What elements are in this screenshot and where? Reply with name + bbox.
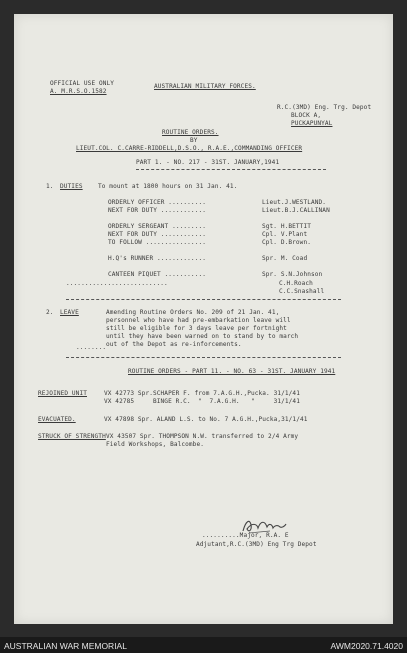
duty-role: H.Q's RUNNER ............. bbox=[108, 255, 206, 262]
entry-label-struck: STRUCK OF STRENGTH bbox=[38, 433, 106, 440]
orders-by: BY bbox=[190, 137, 198, 144]
duty-name: Sgt. H.BETTIT bbox=[262, 223, 311, 230]
leave-line: personnel who have had pre-embarkation leave will bbox=[106, 317, 291, 324]
duty-role: ORDERLY SERGEANT ......... bbox=[108, 223, 206, 230]
duty-name: C.C.Snashall bbox=[279, 288, 325, 295]
unit-line-3: PUCKAPUNYAL bbox=[291, 120, 333, 127]
part-two-heading: ROUTINE ORDERS - PART 11. - NO. 63 - 31ST. JANUARY 1941 bbox=[128, 368, 336, 375]
duty-name: C.H.Roach bbox=[279, 280, 313, 287]
divider bbox=[66, 299, 341, 300]
footer-right: AWM2020.71.4020 bbox=[330, 641, 403, 651]
official-use-line-2: A. M.R.S.O.1582 bbox=[50, 88, 107, 95]
leave-line: until they have been warned on to stand by to march bbox=[106, 333, 299, 340]
unit-line-2: BLOCK A, bbox=[291, 112, 322, 119]
duty-name: Spr. S.N.Johnson bbox=[262, 271, 323, 278]
duty-name: Lieut.J.WESTLAND. bbox=[262, 199, 327, 206]
duty-name: Lieut.B.J.CALLINAN bbox=[262, 207, 330, 214]
duties-heading: DUTIES bbox=[60, 183, 83, 190]
orders-title: ROUTINE ORDERS. bbox=[162, 129, 219, 136]
entry-line: VX 42773 Spr.SCHAPER F. from 7.A.G.H.,Pucka. 31/1/41 bbox=[104, 390, 300, 397]
duties-number: 1. bbox=[46, 183, 54, 190]
footer-left: AUSTRALIAN WAR MEMORIAL bbox=[4, 641, 127, 651]
leave-line: still be eligible for 3 days leave per fortnight bbox=[106, 325, 287, 332]
entry-line: VX 42785 BINGE R.C. " 7.A.G.H. " 31/1/41 bbox=[104, 398, 300, 405]
entry-label-rejoined: REJOINED UNIT bbox=[38, 390, 87, 397]
document-title: AUSTRALIAN MILITARY FORCES. bbox=[154, 83, 256, 90]
duty-role: NEXT FOR DUTY ............ bbox=[108, 231, 206, 238]
leave-line: out of the Depot as re-inforcements. bbox=[106, 341, 242, 348]
footer-bar bbox=[0, 637, 407, 653]
duties-intro: To mount at 1800 hours on 31 Jan. 41. bbox=[98, 183, 238, 190]
leave-line: Amending Routine Orders No. 209 of 21 Jan. 41, bbox=[106, 309, 280, 316]
leave-dots: ........ bbox=[76, 344, 107, 351]
signature-line-1: ..........Major, R.A. E bbox=[202, 532, 289, 539]
official-use-line-1: OFFICIAL USE ONLY bbox=[50, 80, 115, 87]
document-page bbox=[14, 14, 393, 624]
signature-line-2: Adjutant,R.C.(3MD) Eng Trg Depot bbox=[196, 541, 317, 548]
duty-role: TO FOLLOW ................ bbox=[108, 239, 206, 246]
leave-number: 2. bbox=[46, 309, 54, 316]
unit-line-1: R.C.(3MD) Eng. Trg. Depot bbox=[277, 104, 372, 111]
entry-line: Field Workshops, Balcombe. bbox=[106, 441, 204, 448]
duty-name: Cpl. D.Brown. bbox=[262, 239, 311, 246]
entry-line: VX 43507 Spr. THOMPSON N.W. transferred to 2/4 Army bbox=[106, 433, 299, 440]
commander-line: LIEUT.COL. C.CARRE-RIDDELL,D.S.O., R.A.E.,COMMANDING OFFICER bbox=[76, 145, 303, 152]
duty-role: ........................... bbox=[66, 280, 168, 287]
part-one-heading: PART 1. - NO. 217 - 31ST. JANUARY,1941 bbox=[136, 159, 280, 166]
divider bbox=[136, 169, 326, 170]
duty-name: Cpl. V.Plant bbox=[262, 231, 308, 238]
divider bbox=[66, 357, 341, 358]
entry-line: VX 47898 Spr. ALAND L.S. to No. 7 A.G.H.,Pucka,31/1/41 bbox=[104, 416, 308, 423]
duty-role: NEXT FOR DUTY ............ bbox=[108, 207, 206, 214]
duty-role: ORDERLY OFFICER .......... bbox=[108, 199, 206, 206]
duty-name: Spr. M. Coad bbox=[262, 255, 308, 262]
duty-role: CANTEEN PIQUET ........... bbox=[108, 271, 206, 278]
leave-heading: LEAVE bbox=[60, 309, 79, 316]
entry-label-evacuated: EVACUATED. bbox=[38, 416, 76, 423]
